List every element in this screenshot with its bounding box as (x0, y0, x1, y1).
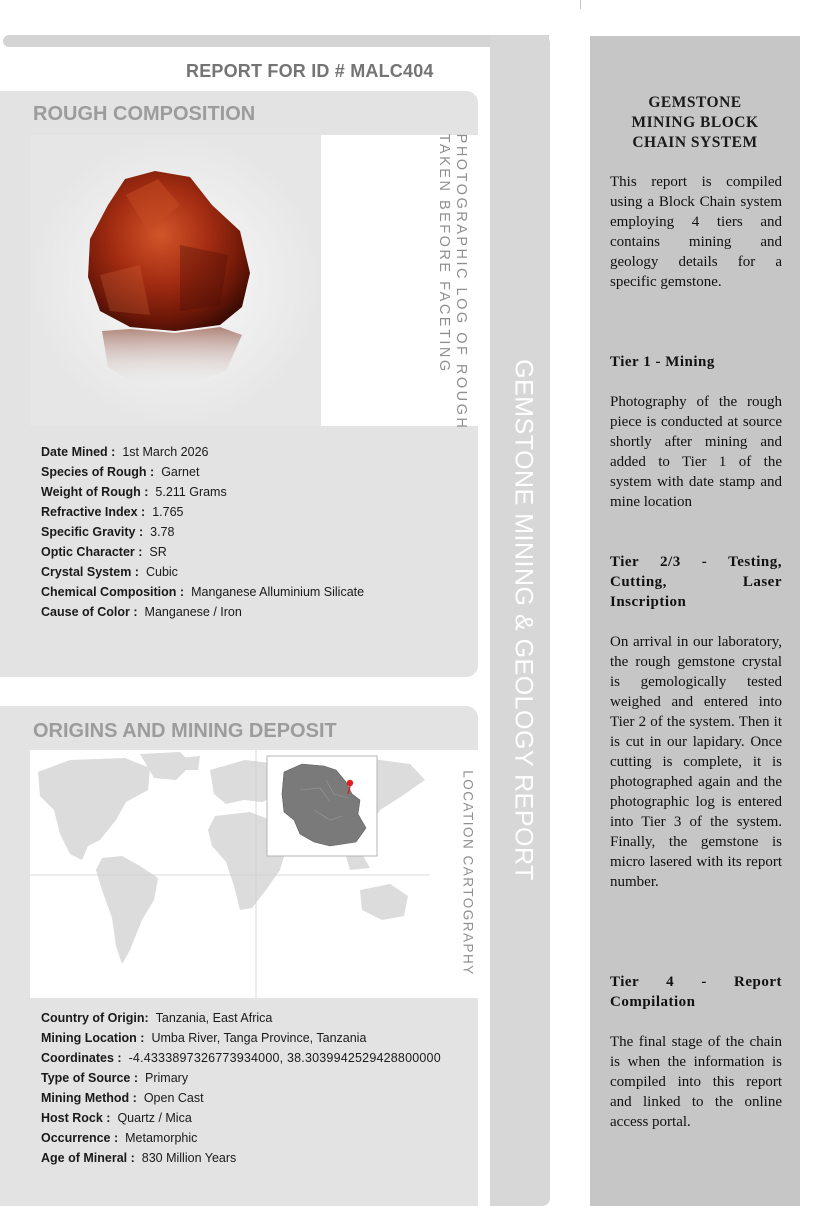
rough-photo (30, 135, 321, 426)
field-row (41, 562, 364, 582)
sidebar-title-line: MINING BLOCK (631, 114, 759, 131)
field-row (41, 1068, 441, 1088)
field-row (41, 582, 364, 602)
field-value: Manganese / Iron (144, 605, 242, 619)
field-value: 830 Million Years (141, 1151, 237, 1165)
photo-log-label (435, 134, 469, 431)
location-cartography-label: LOCATION CARTOGRAPHY (460, 770, 476, 976)
field-label: Cause of Color : (41, 605, 138, 619)
origins-panel (0, 706, 478, 1206)
tier23-heading: Tier 2/3 - Testing, Cutting, Laser Inscription (610, 554, 782, 610)
sidebar-title-line: GEMSTONE (648, 94, 742, 111)
field-value: 1st March 2026 (122, 445, 209, 459)
rough-composition-heading: ROUGH COMPOSITION (33, 103, 256, 125)
field-label: Country of Origin: (41, 1011, 149, 1025)
field-value: Cubic (145, 565, 178, 579)
field-label: Host Rock : (41, 1111, 111, 1125)
field-value: Umba River, Tanga Province, Tanzania (151, 1031, 367, 1045)
top-divider-tick (580, 0, 581, 9)
tier4-text: The final stage of the chain is when the information is compiled into this report and linked to the online access portal. (610, 1034, 782, 1130)
tier4-heading: Tier 4 - Report Compilation (610, 974, 782, 1010)
field-row (41, 1028, 441, 1048)
field-value: 5.211 Grams (155, 485, 227, 499)
field-label: Chemical Composition : (41, 585, 185, 599)
field-value: Manganese Alluminium Silicate (191, 585, 365, 599)
field-value: Tanzania, East Africa (155, 1011, 273, 1025)
field-row (41, 482, 364, 502)
tier1-heading: Tier 1 - Mining (610, 354, 715, 370)
origin-fields (41, 1008, 441, 1168)
garnet-rough-image (30, 135, 321, 426)
field-label: Age of Mineral : (41, 1151, 135, 1165)
photo-log-label-line1: PHOTOGRAPHIC LOG OF ROUGH (453, 133, 469, 431)
field-value: -4.4333897326773934000, 38.3039942529428800000 (128, 1051, 441, 1065)
field-label: Mining Method : (41, 1091, 137, 1105)
field-label: Date Mined : (41, 445, 116, 459)
field-value: Open Cast (143, 1091, 204, 1105)
vertical-report-title: GEMSTONE MINING & GEOLOGY REPORT (509, 359, 538, 881)
field-label: Refractive Index : (41, 505, 146, 519)
field-value: Primary (145, 1071, 189, 1085)
map-area (30, 750, 478, 998)
field-row (41, 1088, 441, 1108)
rough-composition-panel (0, 91, 478, 677)
field-value: Garnet (161, 465, 200, 479)
tier1-text: Photography of the rough piece is conducted at source shortly after mining and added to Tier 1 of the system with date stamp and mine location (610, 394, 782, 510)
sidebar-intro: This report is compiled using a Block Chain system employing 4 tiers and contains mining and geology details for a specific gemstone. (610, 174, 782, 290)
field-label: Specific Gravity : (41, 525, 144, 539)
location-pin-icon (347, 780, 353, 786)
blockchain-sidebar (590, 36, 800, 1206)
field-value: 1.765 (152, 505, 184, 519)
field-label: Coordinates : (41, 1051, 122, 1065)
sidebar-title-line: CHAIN SYSTEM (632, 134, 758, 151)
sidebar-title (590, 93, 800, 153)
rough-photo-area (30, 133, 478, 431)
field-value: Metamorphic (125, 1131, 198, 1145)
header-bar (3, 35, 549, 47)
field-row (41, 462, 364, 482)
field-row (41, 1148, 441, 1168)
field-row (41, 542, 364, 562)
field-row (41, 1128, 441, 1148)
field-value: SR (149, 545, 167, 559)
photo-log-label-line2: TAKEN BEFORE FACETING (436, 133, 452, 374)
field-row (41, 442, 364, 462)
field-value: 3.78 (150, 525, 175, 539)
field-row (41, 522, 364, 542)
field-row (41, 1048, 441, 1068)
field-row (41, 502, 364, 522)
field-value: Quartz / Mica (117, 1111, 192, 1125)
world-map (30, 750, 430, 998)
field-label: Crystal System : (41, 565, 139, 579)
field-label: Occurrence : (41, 1131, 119, 1145)
field-label: Mining Location : (41, 1031, 145, 1045)
field-row (41, 602, 364, 622)
field-row (41, 1108, 441, 1128)
field-label: Species of Rough : (41, 465, 155, 479)
field-label: Optic Character : (41, 545, 143, 559)
field-row (41, 1008, 441, 1028)
rough-fields (41, 442, 364, 622)
field-label: Type of Source : (41, 1071, 139, 1085)
report-id-title: REPORT FOR ID # MALC404 (186, 61, 434, 81)
field-label: Weight of Rough : (41, 485, 149, 499)
origins-heading: ORIGINS AND MINING DEPOSIT (33, 720, 337, 742)
tier23-text: On arrival in our laboratory, the rough gemstone crystal is gemologically tested weighed and entered into Tier 2 of the system. Then it is cut in our lapidary. Once cutting is complete, it is photographed again and the photographic log is entered into Tier 3 of the system. Finally, the gemstone is micro lasered with its report number. (610, 634, 782, 890)
